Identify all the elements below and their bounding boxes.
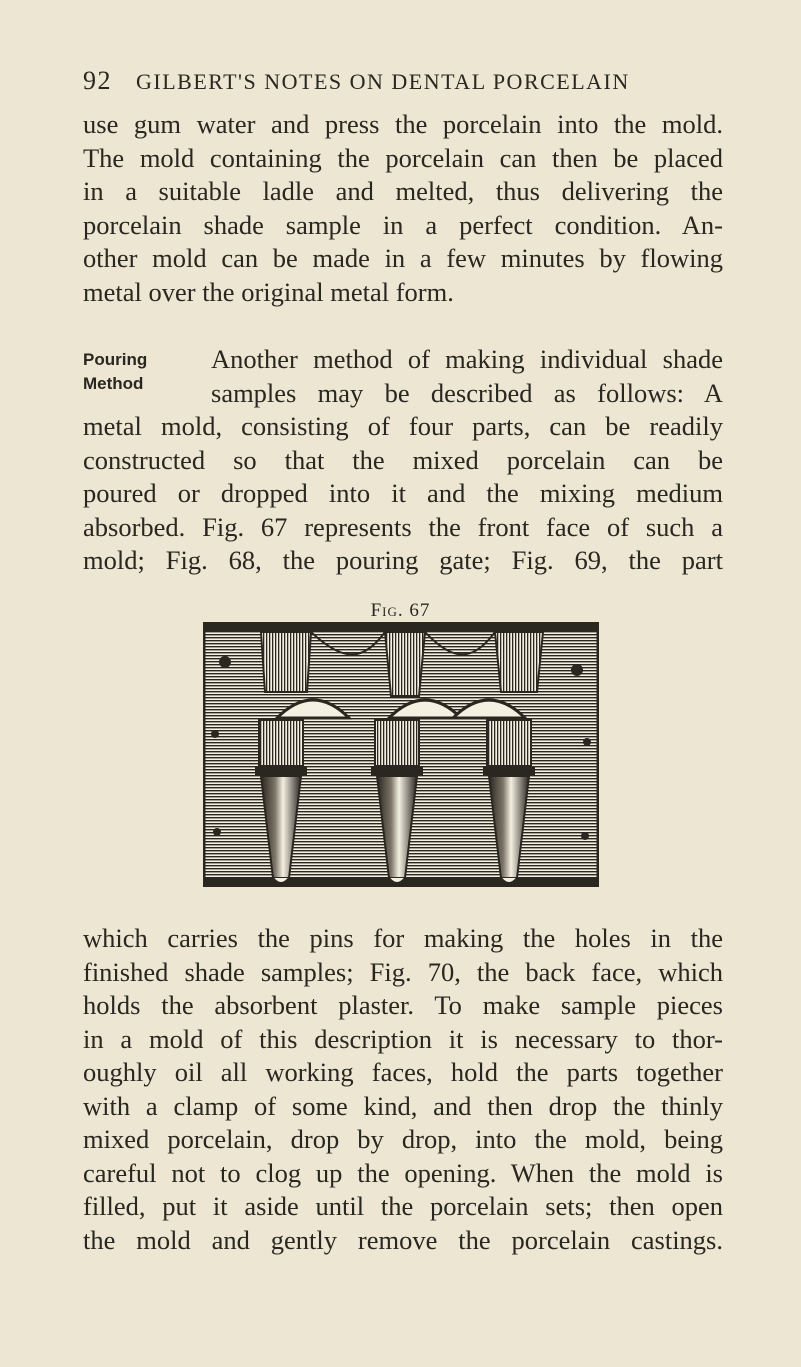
text-line: mold; Fig. 68, the pouring gate; Fig. 69, the part (83, 545, 723, 575)
text-line: in a suitable ladle and melted, thus delivering the (83, 176, 723, 206)
text-line: which carries the pins for making the holes in the (83, 923, 723, 953)
figure-caption: Fig. 67 (370, 600, 431, 621)
text-line: absorbed. Fig. 67 represents the front face of such a (83, 511, 723, 542)
margin-note-line-1: Pouring (83, 350, 148, 369)
text-line: metal mold, consisting of four parts, can be readily (83, 411, 723, 441)
text-line: finished shade samples; Fig. 70, the back face, which (83, 956, 723, 987)
paragraph-1 (83, 108, 723, 309)
text-line: holds the absorbent plaster. To make sample pieces (83, 990, 723, 1020)
text-line: in a mold of this description it is necessary to thor- (83, 1023, 723, 1054)
paragraph-2 (83, 343, 723, 578)
page-number: 92 (83, 66, 112, 95)
text-line: constructed so that the mixed porcelain can be (83, 444, 723, 475)
text-line: porcelain shade sample in a perfect condition. An- (83, 209, 723, 240)
text-line: use gum water and press the porcelain into the mold. (83, 109, 723, 139)
text-line: mixed porcelain, drop by drop, into the mold, being (83, 1124, 723, 1154)
text-line: Another method of making individual shade (211, 344, 723, 374)
margin-note-line-2: Method (83, 374, 144, 393)
text-line: metal over the original metal form. (83, 276, 454, 307)
text-line: poured or dropped into it and the mixing medium (83, 478, 723, 508)
text-line: the mold and gently remove the porcelain castings. (83, 1224, 723, 1255)
page-header (83, 66, 723, 96)
text-line: samples may be described as follows: A (211, 377, 723, 408)
text-line: careful not to clog up the opening. When the mold is (83, 1157, 723, 1188)
paragraph-3 (83, 922, 723, 1257)
text-line: The mold containing the porcelain can then be placed (83, 142, 723, 173)
running-title: GILBERT'S NOTES ON DENTAL PORCELAIN (136, 69, 630, 94)
text-line: oughly oil all working faces, hold the parts together (83, 1057, 723, 1087)
text-line: filled, put it aside until the porcelain sets; then open (83, 1191, 723, 1221)
text-line: other mold can be made in a few minutes by flowing (83, 243, 723, 273)
mold-illustration-icon (203, 622, 599, 887)
text-line: with a clamp of some kind, and then drop the thinly (83, 1090, 723, 1121)
